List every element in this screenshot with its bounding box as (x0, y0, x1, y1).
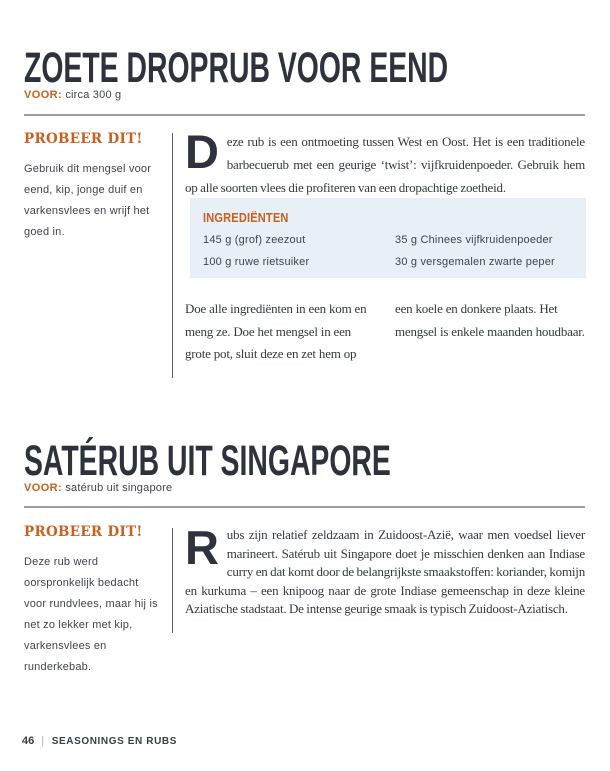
instructions (185, 298, 585, 366)
tip-text: Deze rub werd oorspronkelijk bedacht voor rundvlees, maar hij is net zo lekker met kip, varkensvlees en runderkebab. (24, 556, 158, 673)
ingredient-item: 30 g versgemalen zwarte peper (395, 256, 555, 268)
yield-line (24, 482, 172, 494)
yield-label: VOOR: (24, 482, 63, 494)
tip-text: Gebruik dit mengsel voor eend, kip, jonge duif en varkensvlees en wrijf het goed in. (24, 163, 152, 238)
ingredient-item: 35 g Chinees vijfkruidenpoeder (395, 234, 553, 246)
ingredients-heading: INGREDIËNTEN (203, 210, 289, 225)
ingredients-column-left (203, 234, 395, 278)
tip-sidebar (24, 524, 158, 678)
tip-heading: PROBEER DIT! (24, 131, 143, 147)
recipe-intro (185, 125, 585, 199)
ingredients-columns (203, 234, 572, 278)
page-footer (22, 735, 177, 747)
ingredients-panel (190, 198, 586, 278)
vertical-divider (172, 528, 173, 633)
footer-section-title: SEASONINGS EN RUBS (51, 736, 177, 747)
instructions-column-left: Doe alle ingrediënten in een kom en meng ze. Doe het mengsel in een grote pot, sluit deze en zet hem op (185, 301, 367, 361)
recipe-title: ZOETE DROPRUB VOOR EEND (24, 44, 449, 92)
horizontal-rule (24, 114, 585, 116)
yield-line (24, 89, 121, 101)
drop-cap: D (185, 125, 219, 178)
yield-label: VOOR: (24, 89, 63, 101)
ingredient-item: 145 g (grof) zeezout (203, 234, 306, 246)
tip-heading: PROBEER DIT! (24, 524, 143, 540)
drop-cap: R (185, 521, 219, 574)
tip-sidebar (24, 131, 158, 243)
recipe-intro (185, 521, 585, 619)
instructions-column-right: een koele en donkere plaats. Het mengsel is enkele maanden houdbaar. (395, 301, 585, 339)
page-number: 46 (22, 735, 35, 747)
yield-value: circa 300 g (65, 89, 122, 101)
intro-text: ubs zijn relatief zeldzaam in Zuidoost-Azië, waar men voedsel liever marineert. Satérub uit Singapore doet je misschien denken aan Indiase curry en dat komt door de belangrijkste smaakstoffen: koriander, komijn en kurkuma – een knipoog naar de grote Indiase gemeenschap in deze kleine Aziatische stadstaat. De intense geurige smaak is typisch Zuidoost-Aziatisch. (185, 527, 585, 616)
horizontal-rule (24, 506, 585, 508)
intro-text: eze rub is een ontmoeting tussen West en Oost. Het is een traditionele barbecuerub met een geurige ‘twist’: vijfkruidenpoeder. Gebruik hem op alle soorten vlees die profiteren van een dropachtige zoetheid. (185, 134, 585, 195)
yield-value: satérub uit singapore (65, 482, 173, 494)
footer-separator: | (41, 735, 45, 747)
vertical-divider (172, 133, 173, 378)
ingredients-column-right (395, 234, 572, 278)
ingredient-item: 100 g ruwe rietsuiker (203, 256, 310, 268)
recipe-title: SATÉRUB UIT SINGAPORE (24, 437, 391, 485)
